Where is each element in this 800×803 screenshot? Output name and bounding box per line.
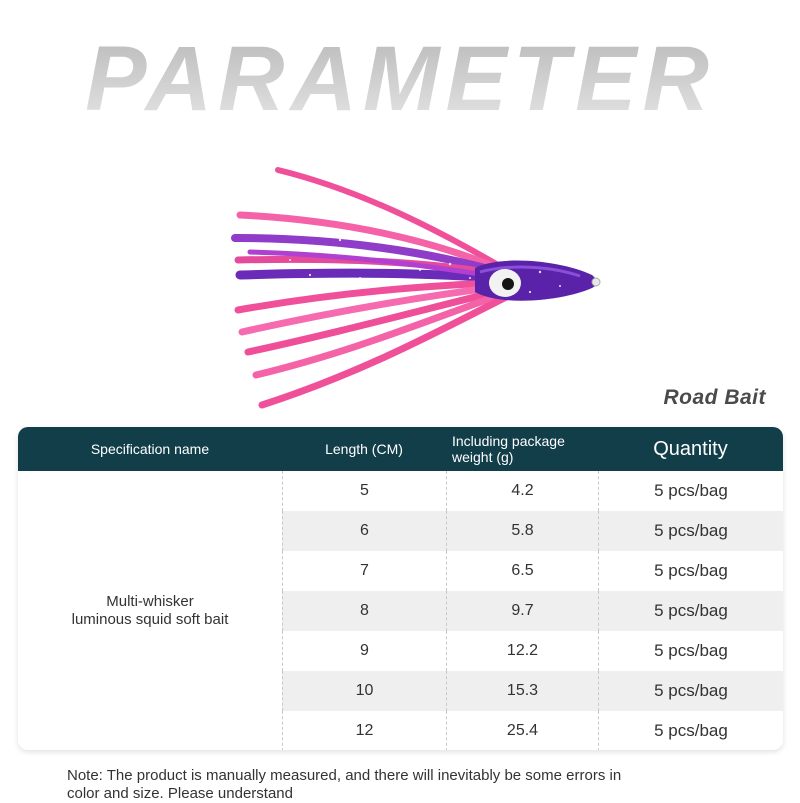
length-cell: 7 [282, 551, 446, 591]
length-cell: 8 [282, 591, 446, 631]
length-cell: 9 [282, 631, 446, 671]
weight-cell: 6.5 [446, 551, 598, 591]
header-length: Length (CM) [325, 441, 403, 457]
hero-title [0, 18, 800, 138]
table-row [282, 591, 783, 631]
table-row [282, 511, 783, 551]
quantity-cell: 5 pcs/bag [598, 671, 783, 711]
quantity-cell: 5 pcs/bag [598, 711, 783, 750]
weight-cell: 12.2 [446, 631, 598, 671]
weight-cell: 9.7 [446, 591, 598, 631]
weight-cell: 4.2 [446, 471, 598, 511]
length-cell: 10 [282, 671, 446, 711]
spec-table [18, 427, 783, 750]
quantity-cell: 5 pcs/bag [598, 511, 783, 551]
product-name-line2: luminous squid soft bait [71, 610, 229, 628]
table-row [282, 631, 783, 671]
product-name-line1: Multi-whisker [106, 592, 194, 610]
table-body [18, 471, 783, 750]
hero-title-graphic [0, 18, 800, 138]
weight-cell: 5.8 [446, 511, 598, 551]
weight-cell: 15.3 [446, 671, 598, 711]
hero-title-text: PARAMETER [85, 28, 715, 130]
measurement-note: Note: The product is manually measured, and there will inevitably be some errors in color and size. Please understand [67, 767, 622, 802]
table-rows [282, 471, 783, 750]
weight-cell: 25.4 [446, 711, 598, 750]
product-name-cell [18, 471, 282, 750]
quantity-cell: 5 pcs/bag [598, 551, 783, 591]
table-row [282, 711, 783, 750]
length-cell: 6 [282, 511, 446, 551]
header-quantity: Quantity [653, 438, 728, 460]
length-cell: 5 [282, 471, 446, 511]
length-cell: 12 [282, 711, 446, 750]
table-row [282, 551, 783, 591]
table-header [18, 427, 783, 471]
header-spec-name: Specification name [90, 441, 210, 457]
quantity-cell: 5 pcs/bag [598, 471, 783, 511]
squid-lure-image [220, 160, 620, 420]
quantity-cell: 5 pcs/bag [598, 591, 783, 631]
header-weight: Including package weight (g) [452, 433, 565, 465]
table-row [282, 471, 783, 511]
quantity-cell: 5 pcs/bag [598, 631, 783, 671]
table-row [282, 671, 783, 711]
brand-logo: Road Bait [663, 386, 766, 409]
